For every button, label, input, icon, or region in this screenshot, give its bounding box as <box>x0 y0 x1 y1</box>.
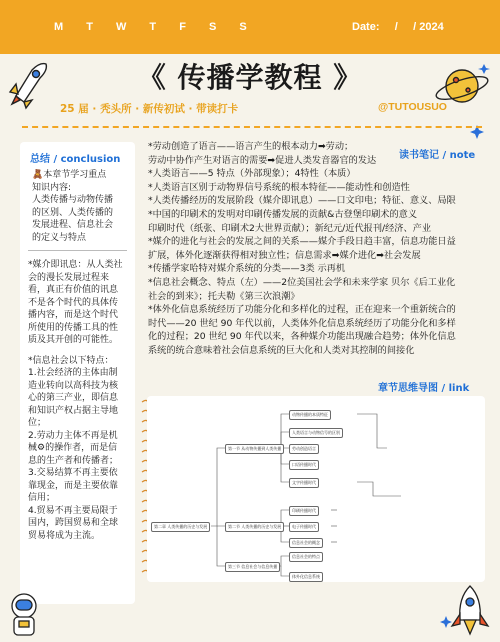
text-line: 人类传播与动物传播 <box>32 195 114 205</box>
note-line: 化的过程；20 世纪 90 年代以来，各种媒介功能出现融合趋势；体外化信息 <box>148 331 456 343</box>
weekday-tracker: M T W T F S S <box>54 21 257 33</box>
text-line: 4.贸易不再主要局限于 <box>28 505 118 516</box>
mindmap-leaf: 信息社会的特点 <box>289 552 323 562</box>
text-line: 发展进程、信息社会 <box>32 220 114 230</box>
media-text <box>20 251 135 347</box>
text-line: 息的生产者和传播者； <box>28 455 119 466</box>
intro-text <box>20 165 135 244</box>
text-line: 造业转向以高科技为核 <box>28 380 119 391</box>
note-line: 印刷时代（纸张、印刷术2大世界贡献）；新纪元/近代报刊/经济、产业 <box>148 222 432 234</box>
note-line: *中国的印刷术的发明对印刷传播发展的贡献&古登堡印刷术的意义 <box>148 208 418 220</box>
rocket-doodle-icon <box>448 584 492 640</box>
text-line: 的定义与特点 <box>32 232 87 243</box>
text-line: 的区别、人类传播的 <box>32 207 114 218</box>
note-line: 系统的统合意味着社会信息系统的巨大化和人类对其控制的间接化 <box>148 344 415 356</box>
text-line: 和知识产权占据主导地 <box>28 405 119 416</box>
note-line: *人类语言区别于动物界信号系统的根本特征——能动性和创造性 <box>148 181 410 193</box>
mindmap-leaf: 口语传播时代 <box>289 460 319 470</box>
text-line: 2.劳动力主体不再是机 <box>28 430 118 441</box>
conclusion-heading: 总结 / conclusion <box>30 154 121 165</box>
page-title: 《 传播学教程 》 <box>137 61 363 94</box>
note-line: *媒介的进化与社会的发展之间的关系——媒介手段日趋丰富，信息功能日益 <box>148 236 456 248</box>
date-field: Date: / / 2024 <box>352 21 444 33</box>
text-line: 1.社会经济的主体由制 <box>28 368 118 378</box>
dashed-divider <box>22 126 482 128</box>
mindmap-leaf: 信息社会的概念 <box>289 538 323 548</box>
mindmap-leaf: 电子传播时代 <box>289 522 319 532</box>
note-line: 劳动中协作产生对语言的需要➡促进人类发音器官的发达 <box>148 154 377 166</box>
subtitle: 25 届 · 秃头所 · 新传初试 · 带读打卡 <box>60 103 239 115</box>
text-line: 不是各个时代的具体传 <box>28 297 119 308</box>
mindmap-branch: 第一节 从动物传播到人类传播 <box>225 444 284 454</box>
note-line: *传播学家哈特对媒介系统的分类——3类 示再机 <box>148 263 346 275</box>
mindmap-leaf: 人类语言与动物信号的区别 <box>289 428 343 438</box>
mindmap-branch: 第二节 人类传播的历史与发展 <box>225 522 284 532</box>
astronaut-doodle-icon <box>4 590 44 640</box>
text-line: 知识内容: <box>32 182 72 193</box>
text-line: 械⚙的操作者，而是信 <box>28 443 118 453</box>
mindmap-leaf: 印刷传播时代 <box>289 506 319 516</box>
text-line: 质及其开创的可能性。 <box>28 335 119 345</box>
note-line: *体外化信息系统经历了功能分化和多样化的过程，正在迎来一个重新统合的 <box>148 304 456 316</box>
text-line: 看，真正有价值的讯息 <box>28 285 119 295</box>
reading-notes <box>148 140 486 358</box>
text-line: 国内，跨国贸易和全球 <box>28 518 119 528</box>
text-line: 🧸本章节学习重点 <box>32 170 107 180</box>
note-line: 扩展，体外化逐渐获得相对独立性；信息需求➡媒介进化➡社会发展 <box>148 249 421 261</box>
mindmap-panel <box>147 396 485 582</box>
text-line: 信用； <box>28 493 56 503</box>
text-line: 心的第三产业，即信息 <box>28 393 119 403</box>
header-bar <box>0 0 500 54</box>
sparkle-icon <box>440 616 452 628</box>
text-line: *媒介即讯息：从人类社 <box>28 260 123 270</box>
mindmap-leaf: 文字传播时代 <box>289 478 319 488</box>
mindmap-heading: 章节思维导图 / link <box>378 383 470 394</box>
mindmap-leaf: 体外化信息系统 <box>289 572 323 582</box>
note-line: *人类语言——5 特点（外部现象）；4特性（本质） <box>148 168 356 180</box>
note-line: *劳动创造了语言——语言产生的根本动力➡劳动； <box>148 141 354 152</box>
note-line: *人类传播经历的发展阶段（媒介即讯息）——口文印电；特征、意义、局限 <box>148 195 456 207</box>
note-line: 社会的到来》；托夫勒《第三次浪潮》 <box>148 290 300 302</box>
note-line: 时代——20 世纪 90 年代以前，人类体外化信息系统经历了功能分化和多样 <box>148 317 456 329</box>
mindmap-branch: 第三节 信息社会与信息传播 <box>225 562 280 572</box>
conclusion-panel <box>20 142 135 604</box>
text-line: 会的漫长发展过程来 <box>28 272 110 283</box>
mindmap-root: 第二章 人类传播的历史与发展 <box>151 522 210 532</box>
text-line: 位； <box>28 418 47 428</box>
mindmap-leaf: 动物传播的本质特征 <box>289 410 331 420</box>
note-line: *信息社会概念、特点（左）——2位美国社会学和未来学家 贝尔《后工业化 <box>148 276 456 288</box>
text-line: *信息社会以下特点： <box>28 355 114 366</box>
text-line: 所使用的传播工具的性 <box>28 322 119 333</box>
text-line: 播内容，而是这个时代 <box>28 310 119 320</box>
society-text <box>20 347 135 543</box>
text-line: 3.交易结算不再主要依 <box>28 468 118 478</box>
mindmap-leaf: 劳动创造语言 <box>289 444 319 454</box>
notes-heading: 读书笔记 / note <box>396 146 478 161</box>
text-line: 靠现金，而是主要依靠 <box>28 480 119 491</box>
author-handle: @TUTOUSUO <box>378 101 447 113</box>
text-line: 贸易将成为主流。 <box>28 530 101 541</box>
